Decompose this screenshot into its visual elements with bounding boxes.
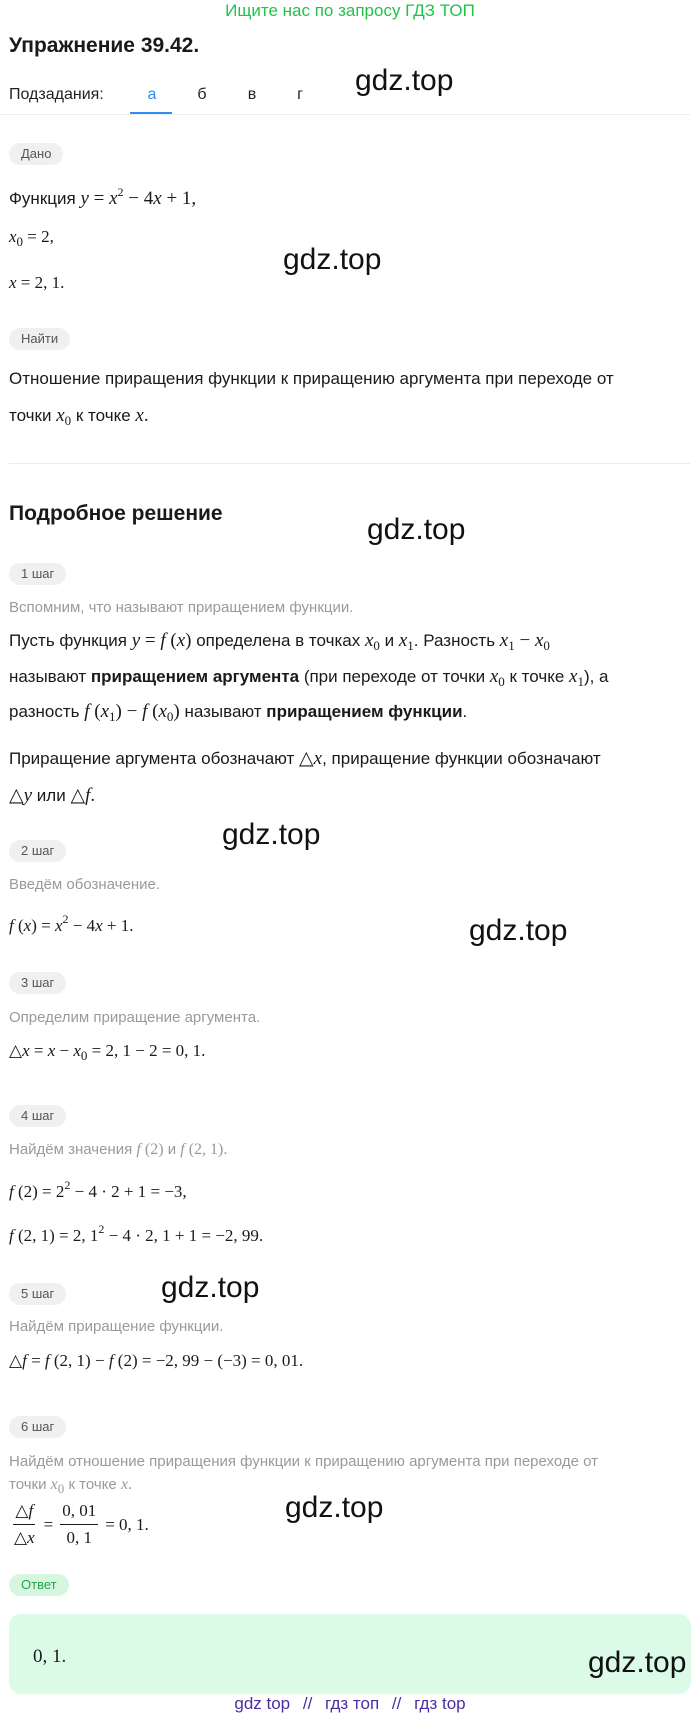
step6-formula: $\frac{\triangle f}{\triangle x}$ = $\frac{0, 01}{0, 1}$ = 0, 1. (14, 1501, 149, 1547)
watermark: gdz.top (283, 243, 382, 276)
tab-g[interactable]: г (297, 86, 303, 103)
section-divider (9, 463, 690, 464)
watermark: gdz.top (588, 1646, 687, 1679)
step4-hint: Найдём значения f (2) и f (2, 1). (9, 1141, 228, 1158)
step2-badge: 2 шаг (9, 840, 66, 862)
given-badge: Дано (9, 143, 63, 165)
step1-paragraph-line5: △y или △f. (9, 785, 96, 806)
top-banner[interactable]: Ищите нас по запросу ГДЗ ТОП (225, 1, 475, 20)
step6-hint-line1: Найдём отношение приращения функции к приращению аргумента при переходе от (9, 1453, 599, 1470)
step5-badge: 5 шаг (9, 1283, 66, 1305)
watermark: gdz.top (469, 914, 568, 947)
step6-badge: 6 шаг (9, 1416, 66, 1438)
footer-link-gdz-top[interactable]: gdz top (234, 1694, 291, 1713)
tab-b[interactable]: б (197, 86, 207, 103)
footer-separator: // (391, 1694, 402, 1713)
find-text-line1: Отношение приращения функции к приращению аргумента при переходе от (9, 369, 614, 388)
watermark: gdz.top (222, 818, 321, 851)
given-x: x = 2, 1. (9, 273, 65, 292)
answer-value: 0, 1. (33, 1646, 67, 1667)
find-badge: Найти (9, 328, 70, 350)
watermark: gdz.top (367, 513, 466, 546)
watermark: gdz.top (285, 1491, 384, 1524)
given-function: Функция $y = x^2 - 4x + 1$, (9, 185, 197, 209)
footer-link-gdz-top-ru[interactable]: гдз топ (325, 1694, 380, 1713)
step4-formula-2: f (2, 1) = 2, $1^2 - 4 \cdot 2$, 1 + 1 = −2, 99. (9, 1222, 264, 1245)
step5-formula: △f = f (2, 1) − f (2) = −2, 99 − (−3) = 0, 01. (9, 1351, 304, 1370)
step2-formula: f $(x) = x^2 - 4x + 1$. (9, 912, 134, 935)
answer-badge: Ответ (9, 1574, 69, 1596)
step1-badge: 1 шаг (9, 563, 66, 585)
step3-hint: Определим приращение аргумента. (9, 1009, 261, 1026)
footer-links (0, 1694, 700, 1714)
step4-formula-1: f $(2) = 2^2 - 4 \cdot 2 + 1 = -3$, (9, 1178, 187, 1201)
step1-paragraph-line2: называют приращением аргумента (при переходе от точки $x_0$ к точке $x_1$), а (9, 666, 609, 689)
watermark: gdz.top (355, 64, 454, 97)
given-x0: $x_0 = 2$, (9, 227, 54, 249)
step4-badge: 4 шаг (9, 1105, 66, 1127)
tabs-divider (0, 114, 690, 115)
step1-hint: Вспомним, что называют приращением функции. (9, 599, 354, 616)
solution-title: Подробное решение (9, 502, 223, 525)
step2-hint: Введём обозначение. (9, 876, 161, 893)
step3-badge: 3 шаг (9, 972, 66, 994)
step1-paragraph-line1: Пусть функция y = f (x) определена в точках $x_0$ и $x_1$. Разность $x_1 - x_0$ (9, 630, 550, 653)
tab-a[interactable]: а (147, 86, 157, 103)
step5-hint: Найдём приращение функции. (9, 1318, 224, 1335)
tab-v[interactable]: в (247, 86, 257, 103)
page-title: Упражнение 39.42. (9, 34, 200, 57)
step6-hint-line2: точки $x_0$ к точке x. (9, 1476, 133, 1496)
subtasks-label: Подзадания: (9, 86, 104, 103)
find-text-line2: точки $x_0$ к точке x. (9, 405, 149, 428)
step1-paragraph-line4: Приращение аргумента обозначают △x, приращение функции обозначают (9, 748, 601, 769)
step3-formula: △x = $x - x_0 = 2$, 1 − 2 = 0, 1. (9, 1041, 206, 1063)
watermark: gdz.top (161, 1271, 260, 1304)
footer-separator: // (302, 1694, 313, 1713)
footer-link-gdz-top-mixed[interactable]: гдз top (414, 1694, 466, 1713)
step1-paragraph-line3: разность f $(x_1) - f$ $(x_0)$ называют приращением функции. (9, 701, 468, 724)
